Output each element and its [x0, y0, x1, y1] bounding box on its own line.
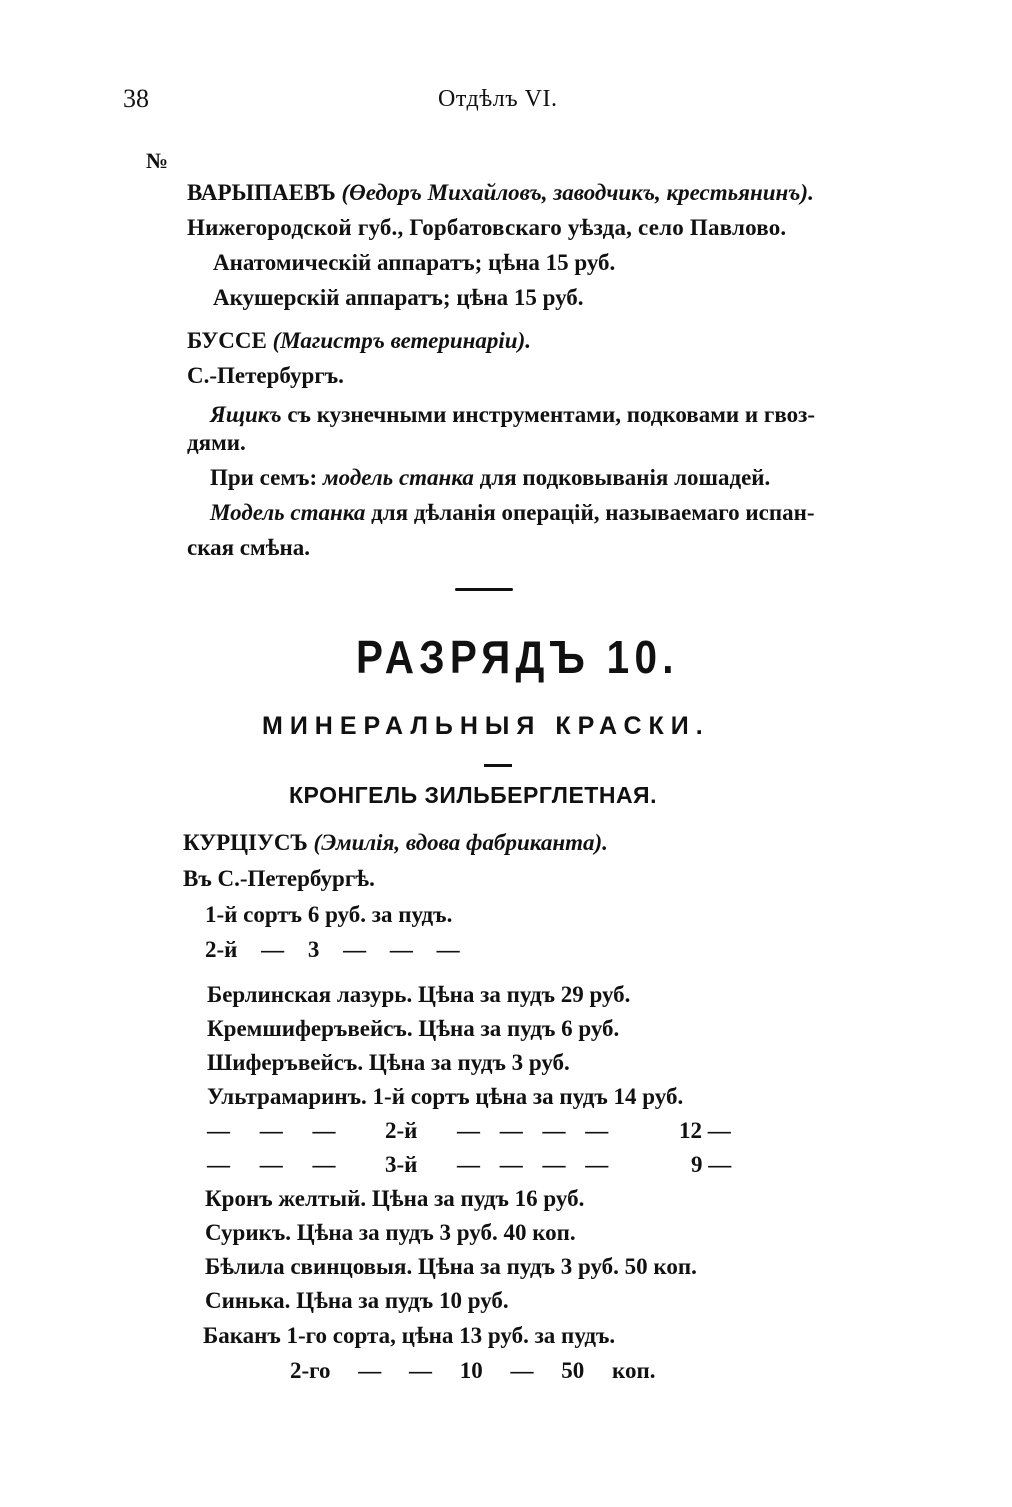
section-subtitle: МИНЕРАЛЬНЫЯ КРАСКИ.: [262, 712, 710, 740]
section-subheading: КРОНГЕЛЬ ЗИЛЬБЕРГЛЕТНАЯ.: [289, 782, 657, 808]
entry-name: ВАРЫПАЕВЪ: [187, 180, 336, 205]
product-line: Сурикъ. Цѣна за пудъ 3 руб. 40 коп.: [205, 1220, 576, 1245]
entry-busse-item-cont: дями.: [187, 430, 246, 455]
bakan-second-sort: 2-го — — 10 — 50 коп.: [290, 1358, 656, 1383]
entry-busse-item: Модель станка для дѣланія операцій, называемаго испан-: [210, 500, 815, 525]
page-number: 38: [123, 84, 149, 113]
entry-busse-heading: [187, 328, 531, 354]
product-line: Кронъ желтый. Цѣна за пудъ 16 руб.: [205, 1186, 585, 1211]
section-divider: [455, 588, 513, 591]
entry-name: БУССЕ: [187, 328, 267, 353]
number-sign: №: [146, 148, 169, 173]
product-line: Бѣлила свинцовыя. Цѣна за пудъ 3 руб. 50 коп.: [205, 1254, 697, 1279]
entry-name: КУРЦІУСЪ: [183, 830, 308, 855]
entry-varypaev-item: Анатомическій аппаратъ; цѣна 15 руб.: [213, 250, 616, 275]
product-line: Кремшиферъвейсъ. Цѣна за пудъ 6 руб.: [207, 1016, 620, 1041]
entry-busse-item-cont: ская смѣна.: [187, 535, 310, 560]
product-line: Берлинская лазурь. Цѣна за пудъ 29 руб.: [207, 982, 631, 1007]
entry-detail: (Эмилія, вдова фабриканта).: [313, 830, 608, 855]
entry-varypaev-item: Акушерскій аппаратъ; цѣна 15 руб.: [213, 285, 584, 310]
entry-busse-item: При семъ: модель станка для подковыванія лошадей.: [210, 465, 771, 490]
ultramarine-row: — — — 3-й — — — — 9 —: [207, 1152, 732, 1177]
product-line: Ультрамаринъ. 1-й сортъ цѣна за пудъ 14 руб.: [207, 1084, 684, 1109]
sort-line: 2-й — 3 — — —: [205, 937, 460, 962]
product-line: Шиферъвейсъ. Цѣна за пудъ 3 руб.: [207, 1050, 570, 1075]
product-line: Баканъ 1-го сорта, цѣна 13 руб. за пудъ.: [203, 1323, 616, 1348]
section-title: РАЗРЯДЪ 10.: [356, 631, 679, 683]
ultramarine-row: — — — 2-й — — — — 12 —: [207, 1118, 731, 1143]
entry-busse-location: С.-Петербургъ.: [187, 363, 344, 388]
entry-varypaev-heading: [187, 180, 814, 206]
entry-busse-item: Ящикъ съ кузнечными инструментами, подковами и гвоз-: [210, 402, 816, 427]
running-title: Отдѣлъ VI.: [438, 86, 558, 112]
product-line: Синька. Цѣна за пудъ 10 руб.: [205, 1288, 509, 1313]
sort-line: 1-й сортъ 6 руб. за пудъ.: [205, 902, 453, 927]
entry-kurtsius-heading: [183, 830, 608, 856]
entry-kurtsius-location: Въ С.-Петербургѣ.: [183, 866, 375, 891]
entry-detail: (Магистръ ветеринаріи).: [272, 328, 531, 353]
entry-detail: (Өедоръ Михайловъ, заводчикъ, крестьянинъ).: [341, 180, 814, 205]
subtitle-divider: [484, 764, 512, 767]
entry-varypaev-location: Нижегородской губ., Горбатовскаго уѣзда, село Павлово.: [187, 215, 787, 240]
